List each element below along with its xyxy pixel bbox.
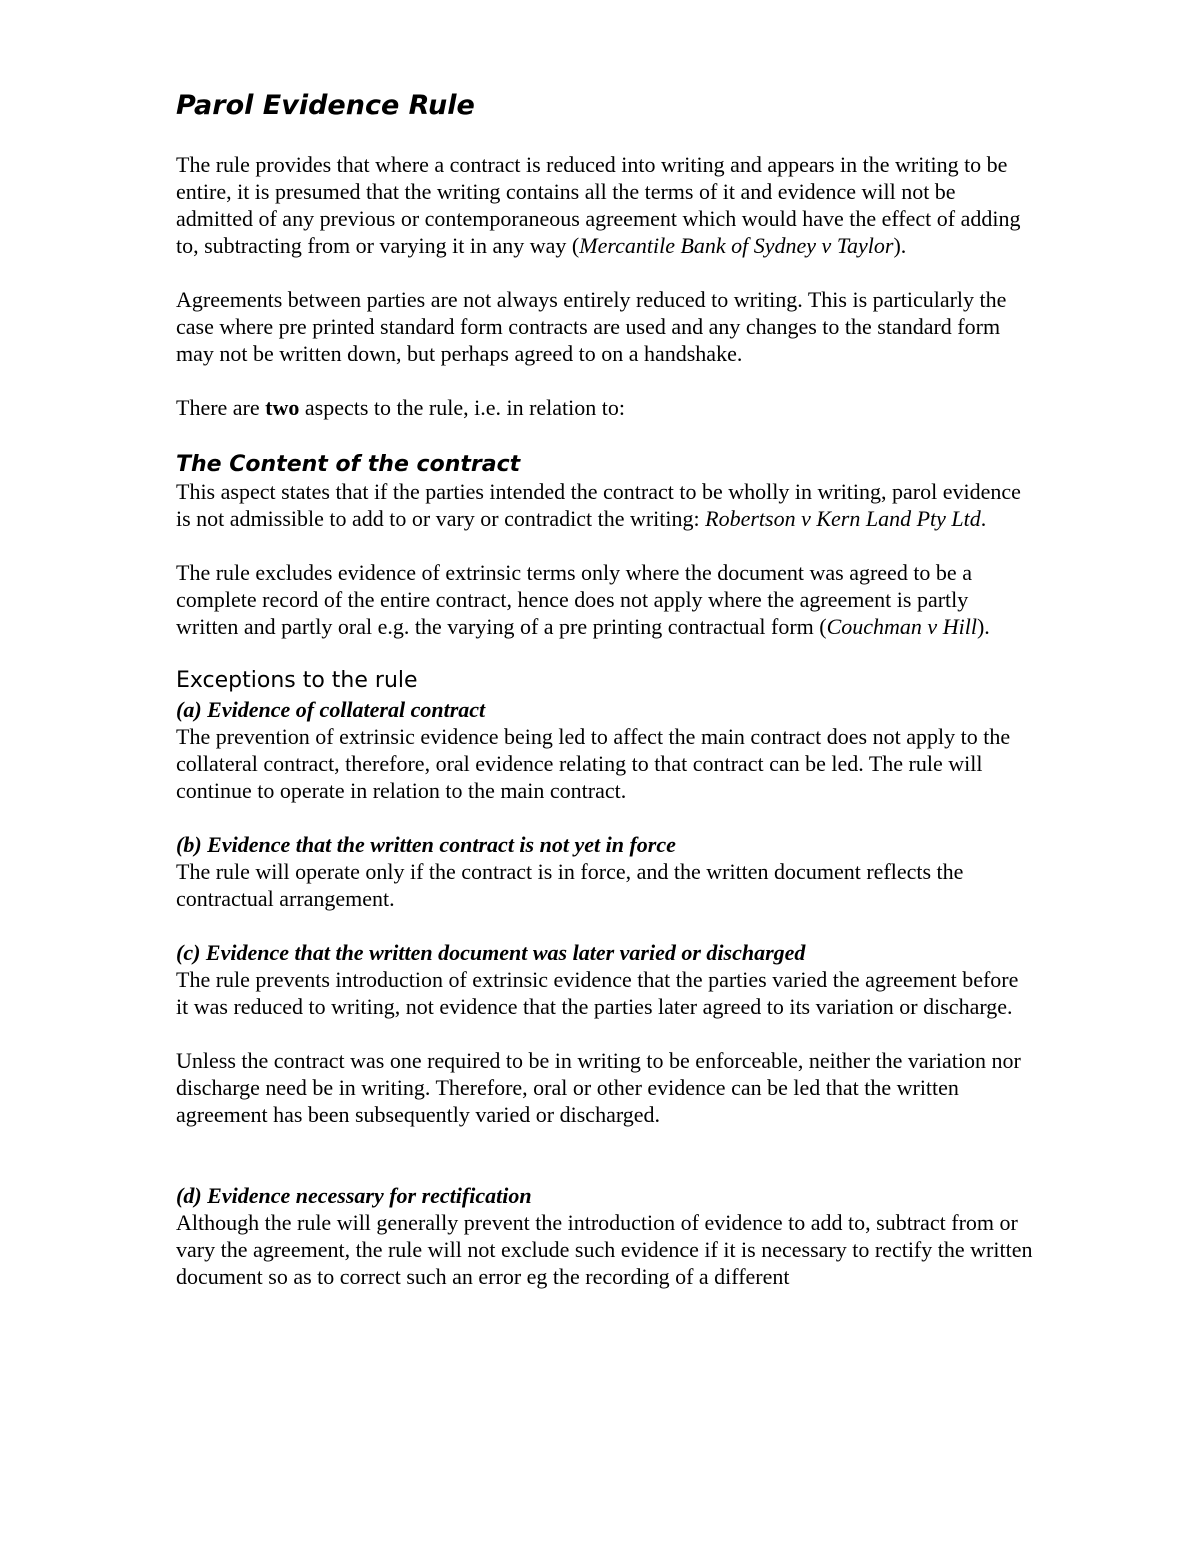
exception-b-text: The rule will operate only if the contract is in force, and the written document reflects the contractual arrangement. [176,859,964,911]
intro-paragraph-3-end: aspects to the rule, i.e. in relation to: [299,395,626,420]
document-page [176,88,1036,1290]
exception-a-text: The prevention of extrinsic evidence being led to affect the main contract does not apply to the collateral contract, therefore, oral evidence relating to that contract can be led. The rule will continue to operate in relation to the main contract. [176,724,1011,803]
exception-d-text: Although the rule will generally prevent the introduction of evidence to add to, subtract from or vary the agreement, the rule will not exclude such evidence if it is necessary to rectify the written document so as to correct such an error eg the recording of a different [176,1210,1033,1289]
case-citation: Couchman v Hill [826,614,977,639]
content-paragraph-1-text: This aspect states that if the parties intended the contract to be wholly in writing, parol evidence is not admissible to add to or vary or contradict the writing: [176,479,1021,531]
content-section-heading: The Content of the contract [176,452,521,477]
case-citation: Mercantile Bank of Sydney v Taylor [579,233,894,258]
emphasis-two: two [265,395,300,420]
intro-paragraph-1 [176,151,1036,259]
intro-paragraph-3-start: There are [176,395,266,420]
exception-c-title: (c) Evidence that the written document was later varied or discharged [176,940,806,965]
exception-a-title: (a) Evidence of collateral contract [176,697,486,722]
case-citation: Robertson v Kern Land Pty Ltd [705,506,981,531]
page-title: Parol Evidence Rule [176,90,475,121]
intro-paragraph-3 [176,394,1036,421]
content-paragraph-1 [176,478,1036,532]
intro-paragraph-2: Agreements between parties are not always entirely reduced to writing. This is particularly the case where pre printed standard form contracts are used and any changes to the standard form may not be written down, but perhaps agreed to on a handshake. [176,287,1007,366]
intro-paragraph-1-text: The rule provides that where a contract is reduced into writing and appears in the writing to be entire, it is presumed that the writing contains all the terms of it and evidence will not be admitted of any previous or contemporaneous agreement which would have the effect of adding to, subtracting from or varying it in any way ( [176,152,1021,258]
intro-paragraph-1-end: ). [893,233,907,258]
content-paragraph-2-end: ). [976,614,990,639]
exception-b-title: (b) Evidence that the written contract is not yet in force [176,832,676,857]
exception-d-title: (d) Evidence necessary for rectification [176,1183,532,1208]
content-paragraph-1-end: . [980,506,987,531]
exception-c-text-2: Unless the contract was one required to be in writing to be enforceable, neither the variation nor discharge need be in writing. Therefore, oral or other evidence can be led that the written agreement has been subsequently varied or discharged. [176,1048,1021,1127]
exceptions-heading: Exceptions to the rule [176,668,418,693]
exception-c-text: The rule prevents introduction of extrinsic evidence that the parties varied the agreement before it was reduced to writing, not evidence that the parties later agreed to its variation or discharge. [176,967,1019,1019]
content-paragraph-2-text: The rule excludes evidence of extrinsic terms only where the document was agreed to be a complete record of the entire contract, hence does not apply where the agreement is partly written and partly oral e.g. the varying of a pre printing contractual form ( [176,560,972,639]
content-paragraph-2 [176,559,1036,640]
